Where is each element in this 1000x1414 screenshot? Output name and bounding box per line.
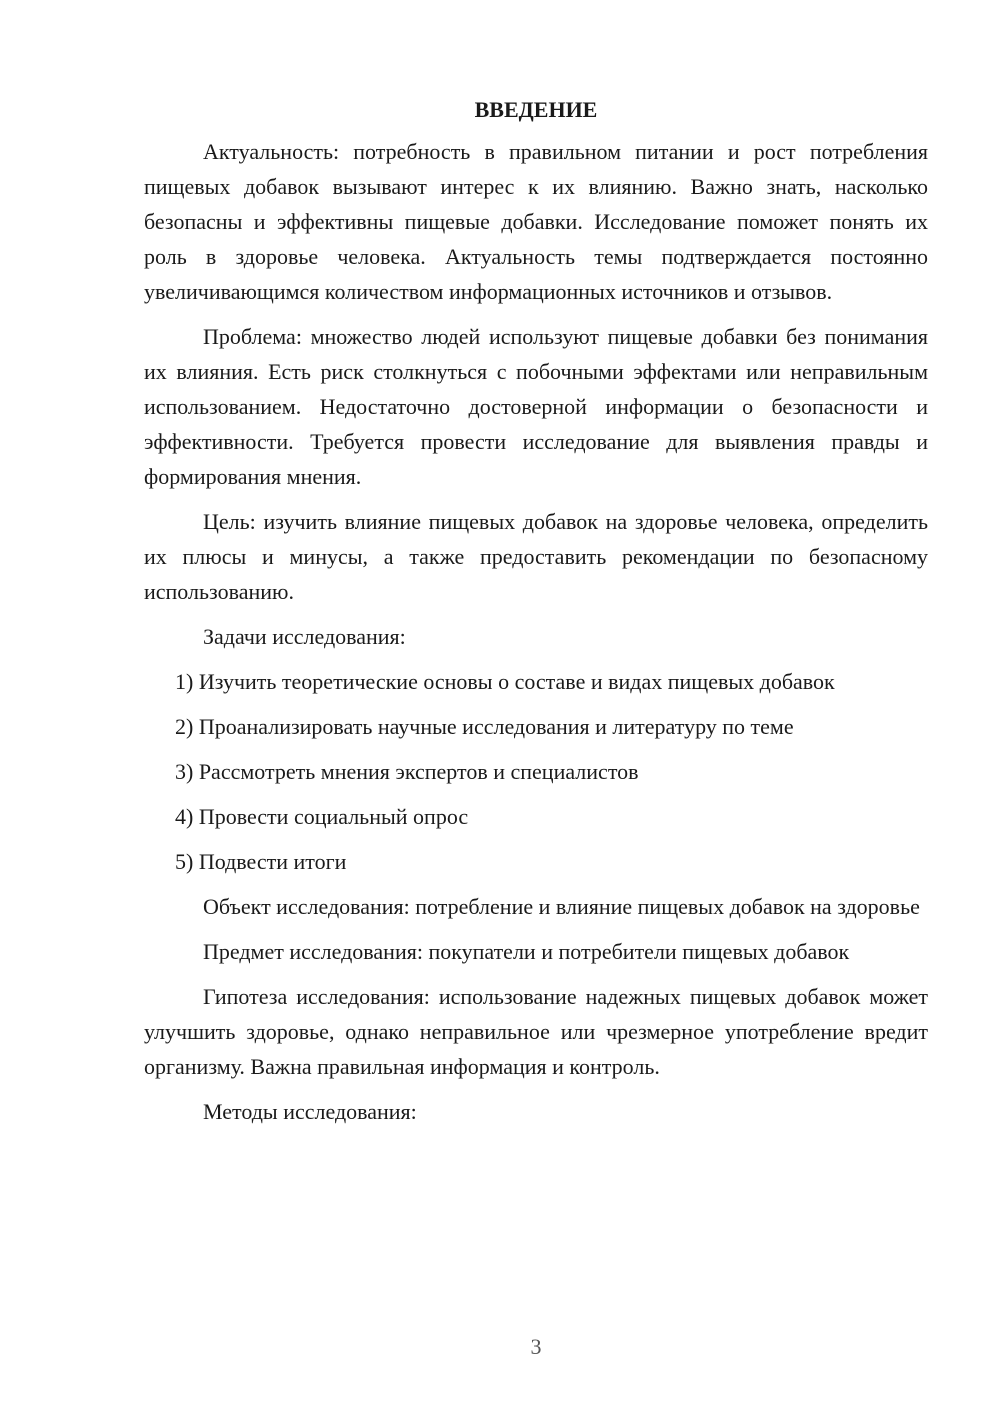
subject-paragraph: Предмет исследования: покупатели и потребители пищевых добавок [203,939,850,964]
tasks-list [144,664,928,879]
section-title: ВВЕДЕНИЕ [474,97,598,122]
page-number: 3 [530,1334,542,1359]
list-item: 1) Изучить теоретические основы о составе и видах пищевых добавок [175,669,835,694]
problem-paragraph: Проблема: множество людей используют пищевые добавки без понимания их влияния. Есть риск столкнуться с побочными эффектами или неправильным использованием. Недостаточно достоверной информации о безопасности и эффективности. Требуется провести исследование для выявления правды и формирования мнения. [144,324,928,489]
list-item: 5) Подвести итоги [175,849,347,874]
document-page [144,92,928,1139]
relevance-paragraph: Актуальность: потребность в правильном питании и рост потребления пищевых добавок вызывают интерес к их влиянию. Важно знать, насколько безопасны и эффективны пищевые добавки. Исследование поможет понять их роль в здоровье человека. Актуальность темы подтверждается постоянно увеличивающимся количеством информационных источников и отзывов. [144,139,928,304]
methods-heading: Методы исследования: [203,1099,417,1124]
tasks-heading: Задачи исследования: [203,624,406,649]
goal-paragraph: Цель: изучить влияние пищевых добавок на здоровье человека, определить их плюсы и минусы, а также предоставить рекомендации по безопасному использованию. [144,509,928,604]
list-item: 4) Провести социальный опрос [175,804,469,829]
hypothesis-paragraph: Гипотеза исследования: использование надежных пищевых добавок может улучшить здоровье, однако неправильное или чрезмерное употребление вредит организму. Важна правильная информация и контроль. [144,984,928,1079]
list-item: 2) Проанализировать научные исследования и литературу по теме [175,714,794,739]
object-paragraph: Объект исследования: потребление и влияние пищевых добавок на здоровье [203,894,920,919]
list-item: 3) Рассмотреть мнения экспертов и специалистов [175,759,639,784]
